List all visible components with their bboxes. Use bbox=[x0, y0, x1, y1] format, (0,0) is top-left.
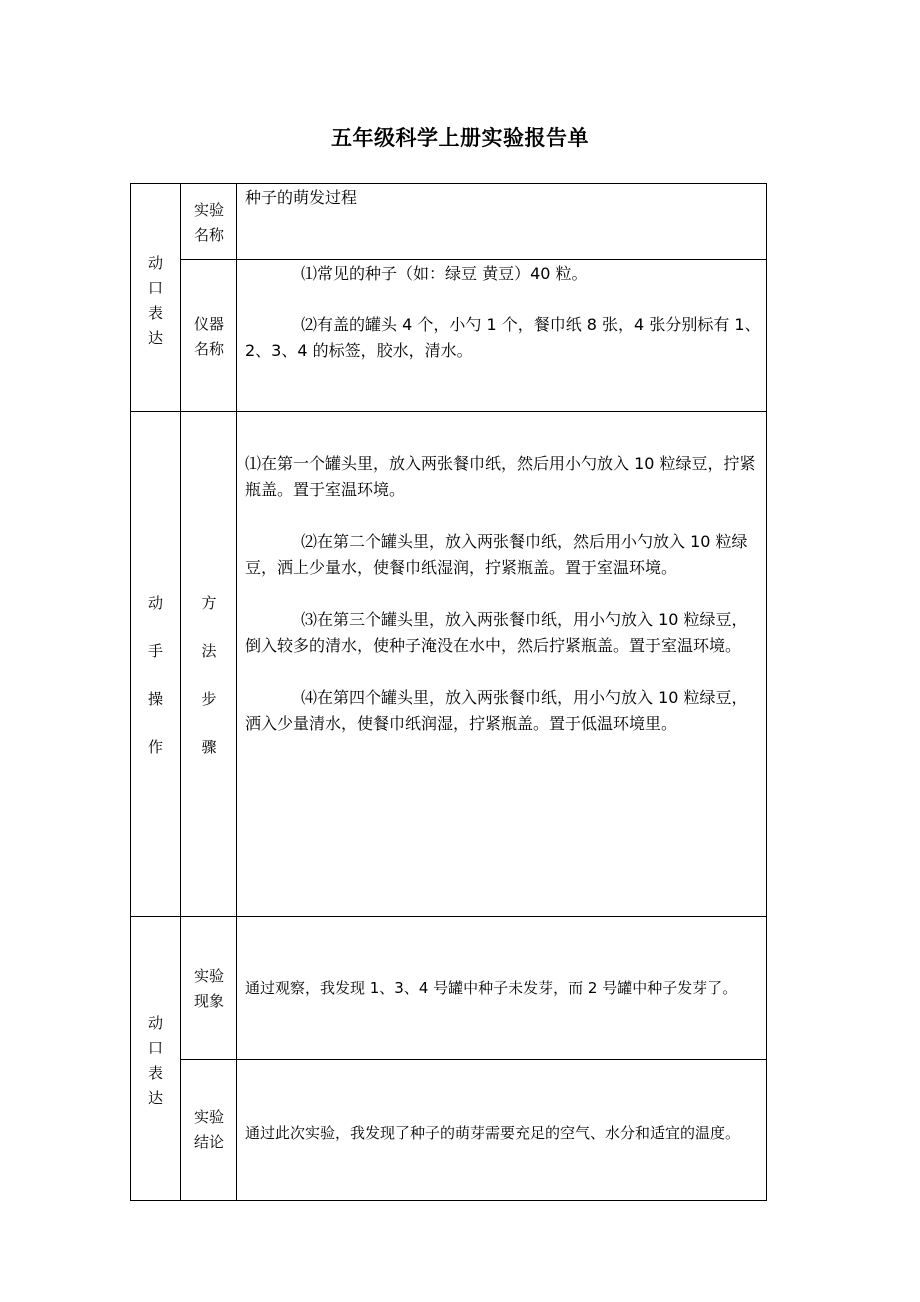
row-divider bbox=[180, 259, 767, 260]
table-border-bottom bbox=[130, 1200, 767, 1201]
label-experiment-name: 实验 名称 bbox=[193, 201, 224, 244]
section-label-speak-top: 动 口 表 达 bbox=[147, 254, 163, 347]
section-divider bbox=[130, 411, 767, 412]
table-border-top bbox=[130, 183, 767, 184]
method-steps-list bbox=[245, 451, 763, 737]
instrument-item: ⑵有盖的罐头 4 个，小勺 1 个，餐巾纸 8 张，4 张分别标有 1、2、3、4 的标签，胶水，清水。 bbox=[245, 315, 761, 360]
label-method-steps: 方 法 步 骤 bbox=[201, 594, 217, 756]
table-border-right bbox=[766, 183, 767, 1201]
label-instruments: 仪器 名称 bbox=[193, 315, 224, 358]
step-item: ⑵在第二个罐头里，放入两张餐巾纸，然后用小勺放入 10 粒绿豆，洒上少量水，使餐巾纸湿润，拧紧瓶盖。置于室温环境。 bbox=[245, 532, 748, 577]
instruments-list bbox=[245, 261, 763, 364]
instrument-item: ⑴常见的种子（如：绿豆 黄豆）40 粒。 bbox=[301, 264, 588, 283]
label-conclusion: 实验 结论 bbox=[193, 1108, 224, 1151]
step-item: ⑴在第一个罐头里，放入两张餐巾纸，然后用小勺放入 10 粒绿豆，拧紧瓶盖。置于室温环境。 bbox=[245, 454, 756, 499]
section-divider bbox=[130, 916, 767, 917]
step-item: ⑷在第四个罐头里，放入两张餐巾纸，用小勺放入 10 粒绿豆，洒入少量清水，使餐巾纸润湿，拧紧瓶盖。置于低温环境里。 bbox=[245, 688, 748, 733]
report-table bbox=[130, 183, 767, 1201]
row-divider bbox=[180, 1059, 767, 1060]
section-label-speak-bottom: 动 口 表 达 bbox=[147, 1014, 163, 1107]
step-item: ⑶在第三个罐头里，放入两张餐巾纸，用小勺放入 10 粒绿豆，倒入较多的清水，使种子淹没在水中，然后拧紧瓶盖。置于室温环境。 bbox=[245, 610, 748, 655]
phenomenon-value: 通过观察，我发现 1、3、4 号罐中种子未发芽，而 2 号罐中种子发芽了。 bbox=[245, 979, 738, 997]
page-title: 五年级科学上册实验报告单 bbox=[331, 126, 589, 150]
section-label-operate: 动 手 操 作 bbox=[147, 594, 163, 756]
label-phenomenon: 实验 现象 bbox=[193, 967, 224, 1010]
experiment-name-value: 种子的萌发过程 bbox=[245, 188, 358, 207]
conclusion-value: 通过此次实验，我发现了种子的萌芽需要充足的空气、水分和适宜的温度。 bbox=[245, 1124, 741, 1142]
